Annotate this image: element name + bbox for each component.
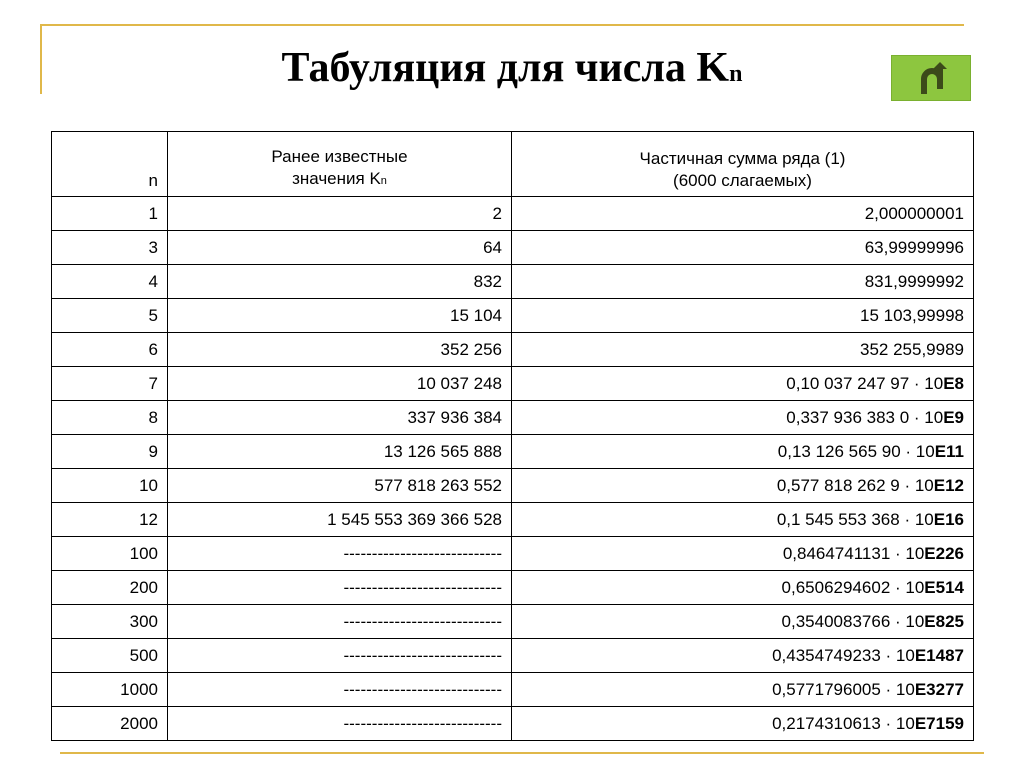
partial-sum-mantissa: 831,9999992 [864,271,964,291]
cell-known-value: ---------------------------- [168,673,512,707]
partial-sum-exponent: E16 [933,509,964,529]
page-title [0,42,1024,100]
partial-sum-mantissa: 0,577 818 262 9 · 10 [776,475,934,495]
cell-n: 500 [52,639,168,673]
table-row [52,639,974,673]
table-row [52,197,974,231]
cell-partial-sum [512,639,974,673]
cell-partial-sum [512,265,974,299]
table-row [52,265,974,299]
partial-sum-exponent: E11 [934,441,964,461]
cell-n: 1000 [52,673,168,707]
table-row [52,469,974,503]
cell-n: 2000 [52,707,168,741]
partial-sum-mantissa: 0,1 545 553 368 · 10 [776,509,934,529]
back-button[interactable] [891,55,971,101]
cell-partial-sum [512,367,974,401]
partial-sum-mantissa: 0,10 037 247 97 · 10 [786,373,944,393]
cell-known-value: 352 256 [168,333,512,367]
header-known-line1: Ранее известные [271,147,408,166]
partial-sum-mantissa: 63,99999996 [864,237,964,257]
partial-sum-exponent: E514 [924,577,964,597]
header-known-line2: значения K [292,169,381,188]
table-row [52,537,974,571]
partial-sum-mantissa: 2,000000001 [864,203,964,223]
cell-known-value: ---------------------------- [168,537,512,571]
cell-n: 8 [52,401,168,435]
partial-sum-mantissa: 0,3540083766 · 10 [781,611,925,631]
title-subscript: n [729,61,743,87]
header-partial-sum [512,132,974,197]
cell-partial-sum [512,469,974,503]
cell-known-value: 2 [168,197,512,231]
cell-known-value: 13 126 565 888 [168,435,512,469]
table-row [52,333,974,367]
cell-n: 9 [52,435,168,469]
cell-partial-sum [512,299,974,333]
cell-n: 5 [52,299,168,333]
table-row [52,231,974,265]
cell-known-value: ---------------------------- [168,639,512,673]
table-row [52,605,974,639]
cell-partial-sum [512,537,974,571]
header-sum-line2: (6000 слагаемых) [673,171,812,190]
cell-partial-sum [512,503,974,537]
header-n: n [52,132,168,197]
u-turn-arrow-icon [916,62,948,96]
cell-partial-sum [512,707,974,741]
partial-sum-exponent: E3277 [914,679,964,699]
partial-sum-mantissa: 0,2174310613 · 10 [772,713,915,733]
cell-known-value: ---------------------------- [168,605,512,639]
cell-known-value: 577 818 263 552 [168,469,512,503]
title-text: Табуляция для числа K [281,45,730,91]
partial-sum-mantissa: 0,8464741131 · 10 [782,543,925,563]
cell-partial-sum [512,435,974,469]
table-row [52,367,974,401]
kn-table [51,131,974,741]
partial-sum-mantissa: 0,337 936 383 0 · 10 [786,407,944,427]
cell-known-value: 64 [168,231,512,265]
partial-sum-exponent: E9 [943,407,964,427]
partial-sum-mantissa: 15 103,99998 [860,305,964,325]
table-row [52,435,974,469]
cell-n: 4 [52,265,168,299]
partial-sum-mantissa: 0,6506294602 · 10 [781,577,925,597]
partial-sum-exponent: E12 [933,475,964,495]
table-row [52,503,974,537]
cell-n: 1 [52,197,168,231]
decorative-top-line [40,24,964,26]
cell-n: 12 [52,503,168,537]
cell-partial-sum [512,673,974,707]
cell-n: 10 [52,469,168,503]
partial-sum-exponent: E1487 [914,645,964,665]
header-known-subscript: n [380,175,387,187]
cell-partial-sum [512,197,974,231]
table-row [52,707,974,741]
cell-known-value: 10 037 248 [168,367,512,401]
partial-sum-mantissa: 0,4354749233 · 10 [772,645,915,665]
decorative-bottom-line [60,752,984,754]
cell-partial-sum [512,231,974,265]
cell-known-value: 1 545 553 369 366 528 [168,503,512,537]
cell-known-value: 832 [168,265,512,299]
cell-n: 6 [52,333,168,367]
cell-partial-sum [512,333,974,367]
partial-sum-mantissa: 0,13 126 565 90 · 10 [777,441,935,461]
partial-sum-exponent: E825 [924,611,964,631]
cell-partial-sum [512,401,974,435]
cell-n: 100 [52,537,168,571]
header-known-values [168,132,512,197]
cell-known-value: ---------------------------- [168,571,512,605]
header-sum-line1: Частичная сумма ряда (1) [639,149,846,168]
cell-n: 7 [52,367,168,401]
table-row [52,673,974,707]
cell-partial-sum [512,571,974,605]
table-row [52,299,974,333]
cell-n: 200 [52,571,168,605]
cell-n: 3 [52,231,168,265]
cell-partial-sum [512,605,974,639]
table-header-row [52,132,974,197]
table-body [52,197,974,741]
partial-sum-exponent: E226 [924,543,964,563]
partial-sum-exponent: E8 [943,373,964,393]
table-row [52,571,974,605]
partial-sum-mantissa: 352 255,9989 [860,339,964,359]
partial-sum-exponent: E7159 [914,713,964,733]
partial-sum-mantissa: 0,5771796005 · 10 [772,679,915,699]
cell-known-value: ---------------------------- [168,707,512,741]
table-row [52,401,974,435]
cell-known-value: 15 104 [168,299,512,333]
cell-n: 300 [52,605,168,639]
cell-known-value: 337 936 384 [168,401,512,435]
